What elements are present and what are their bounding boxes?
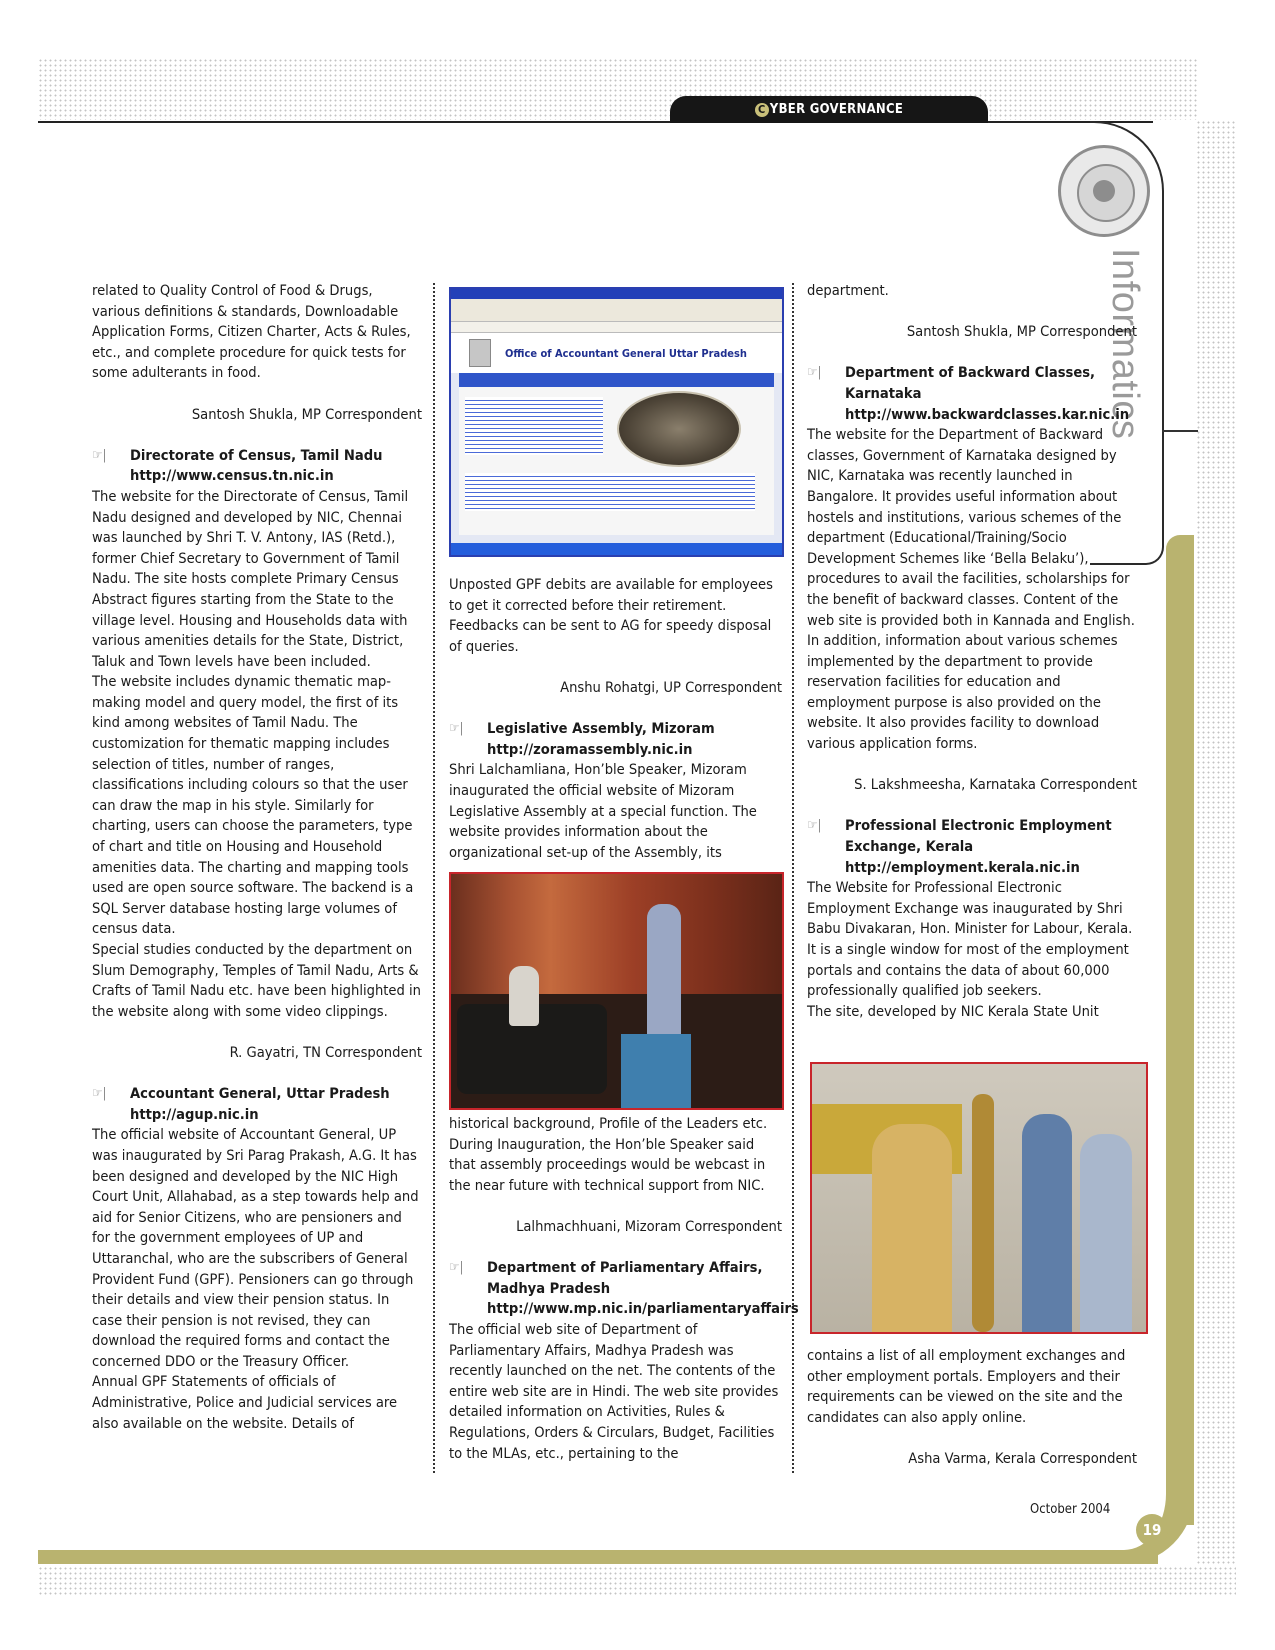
side-tick [1162,430,1198,432]
paragraph: The website for the Department of Backward classes, Government of Karnataka designed by NIC, Karnataka was recently launched in Bangalore. It provides useful information about hostels and institutions, various schemes of the department (Educational/Training/Socio Development Schemes like ‘Bella Belaku’), procedures to avail the facilities, scholarships for the benefit of backward classes. Content of the web site is provided both in Kannada and English. In addition, information about various schemes implemented by the department to provide reservation facilities for education and employment purpose is also provided on the website. It also provides facility to download various application forms. [807,426,1135,753]
paragraph: Annual GPF Statements of officials of Administrative, Police and Judicial services are also available on the website. Details of [92,1373,398,1432]
taskbar [451,543,782,555]
person-standing [647,904,681,1054]
heading-url[interactable]: http://zoramassembly.nic.in [487,740,693,758]
heading-title: Legislative Assembly, Mizoram [487,720,715,738]
article-heading [92,446,422,487]
emblem-globe-icon [1093,180,1115,202]
issue-date: October 2004 [1030,1502,1111,1517]
paragraph: contains a list of all employment exchanges and other employment portals. Employers and their requirements can be viewed on the site and the candidates can also apply online. [807,1347,1126,1426]
heading-title: Department of Parliamentary Affairs, [487,1259,763,1277]
section-initial: C [755,103,769,117]
bottom-dot-pattern [38,1566,1236,1596]
paragraph: historical background, Profile of the Leaders etc. During Inauguration, the Hon’ble Speaker said that assembly proceedings would be webcast in the near future with technical support from NIC. [449,1115,768,1194]
paragraph: Shri Lalchamliana, Hon’ble Speaker, Mizoram inaugurated the official website of Mizoram Legislative Assembly at a special function. The website provides information about the organizational set-up of the Assembly, its [449,761,757,861]
person-center [1022,1114,1072,1332]
article-heading [449,1258,799,1320]
heading-url[interactable]: http://www.mp.nic.in/parliamentaryaffairs [487,1300,799,1318]
olive-horizontal-bar [38,1550,1158,1564]
byline: Santosh Shukla, MP Correspondent [191,405,422,423]
paragraph: The Website for Professional Electronic Employment Exchange was inaugurated by Shri Babu Divakaran, Hon. Minister for Labour, Kerala. It is a single window for most of the employment portals and contains the data of about 60,000 professionally qualified job seekers. [807,879,1133,1000]
kerala-inauguration-photo [810,1062,1148,1334]
site-text-block [465,473,755,511]
paragraph: The site, developed by NIC Kerala State Unit [807,1002,1099,1020]
nic-emblem-icon [1058,145,1150,237]
site-header [451,333,782,373]
website-screenshot [449,287,784,557]
byline: S. Lakshmeesha, Karnataka Correspondent [854,776,1137,794]
page-number: 19 [1136,1514,1168,1546]
person-left [872,1124,952,1332]
article-heading [807,816,1137,878]
top-dot-pattern [38,58,1198,120]
heading-title: Department of Backward Classes, [845,364,1096,382]
site-body [459,387,774,535]
lamp [972,1094,994,1332]
pointing-hand-icon: ☞| [807,365,822,381]
section-tab [670,96,988,123]
column-3-lower [807,1346,1137,1470]
heading-title: Directorate of Census, Tamil Nadu [130,446,383,464]
site-nav [459,373,774,387]
heading-url[interactable]: http://www.backwardclasses.kar.nic.in [845,405,1130,423]
site-title: Office of Accountant General Uttar Pradesh [505,346,747,360]
paragraph: Unposted GPF debits are available for employees to get it corrected before their retirement. Feedbacks can be sent to AG for speedy disposal of queries. [449,576,773,655]
person-seated [509,966,539,1026]
pointing-hand-icon: ☞| [449,721,464,737]
right-dot-pattern [1196,120,1236,1570]
column-3-upper [807,281,1137,1022]
heading-title: Accountant General, Uttar Pradesh [130,1085,390,1103]
article-heading [449,719,782,760]
olive-vertical-bar [1166,535,1194,1525]
person-right [1080,1134,1132,1332]
site-text-block [465,397,603,455]
byline: Anshu Rohatgi, UP Correspondent [560,678,782,696]
podium [621,1034,691,1108]
browser-toolbar [451,299,782,322]
heading-url[interactable]: http://www.census.tn.nic.in [130,467,334,485]
byline: Santosh Shukla, MP Correspondent [906,323,1137,341]
pointing-hand-icon: ☞| [449,1260,464,1276]
article-heading [92,1084,422,1125]
pointing-hand-icon: ☞| [92,1086,107,1102]
article-heading [807,363,1137,425]
heading-title: Professional Electronic Employment [845,817,1112,835]
heading-title: Madhya Pradesh [487,1279,611,1297]
column-2-lower [449,1114,799,1464]
pointing-hand-icon: ☞| [92,447,107,463]
pointing-hand-icon: ☞| [807,818,822,834]
side-title: Informatics [1104,248,1146,440]
paragraph: department. [807,282,889,299]
column-1 [92,281,422,1434]
byline: Asha Varma, Kerala Correspondent [908,1449,1137,1467]
paragraph: Special studies conducted by the department on Slum Demography, Temples of Tamil Nadu, Arts & Crafts of Tamil Nadu etc. have been highlighted in the website along with some video clippings. [92,941,421,1020]
heading-title: Exchange, Kerala [845,838,974,856]
column-separator-1 [433,283,435,1473]
browser-titlebar [451,289,782,299]
byline: Lalhmachhuani, Mizoram Correspondent [516,1217,782,1235]
heading-title: Karnataka [845,384,922,402]
building-photo [617,391,741,467]
column-2-upper [449,575,782,863]
paragraph: The official website of Accountant General, UP was inaugurated by Sri Parag Prakash, A.G. It has been designed and developed by the NIC High Court Unit, Allahabad, as a step towards help and aid for Senior Citizens, who are pensioners and for the government employees of UP and Uttaranchal, who are the subscribers of General Provident Fund (GPF). Pensioners can go through their details and view their pension status. In case their pension is not revised, they can download the required forms and contact the concerned DDO or the Treasury Officer. [92,1126,419,1370]
heading-url[interactable]: http://agup.nic.in [130,1105,259,1123]
byline: R. Gayatri, TN Correspondent [229,1043,422,1061]
mizoram-inauguration-photo [449,872,784,1110]
paragraph: related to Quality Control of Food & Drugs, various definitions & standards, Downloadable Application Forms, Citizen Charter, Acts & Rules, etc., and complete procedure for quick tests for some adulterants in food. [92,282,411,382]
paragraph: The website includes dynamic thematic map-making model and query model, the first of its kind among websites of Tamil Nadu. The customization for thematic mapping includes selection of titles, number of ranges, classifications including colours so that the user can draw the map in his style. Similarly for charting, users can choose the parameters, type of chart and title on Housing and Household amenities data. The charting and mapping tools used are open source software. The backend is a SQL Server database hosting large volumes of census data. [92,673,414,938]
browser-addressbar [451,322,782,333]
paragraph: The website for the Directorate of Census, Tamil Nadu designed and developed by NIC, Chennai was launched by Shri T. V. Antony, IAS (Retd.), former Chief Secretary to Government of Tamil Nadu. The site hosts complete Primary Census Abstract figures starting from the State to the village level. Housing and Households data with various amenities details for the State, District, Taluk and Town levels have been included. [92,487,409,670]
section-title: YBER GOVERNANCE [769,102,904,117]
paragraph: The official web site of Department of Parliamentary Affairs, Madhya Pradesh was recently launched on the net. The contents of the entire web site are in Hindi. The web site provides detailed information on Activities, Rules & Regulations, Orders & Circulars, Budget, Facilities to the MLAs, etc., pertaining to the [449,1320,779,1462]
heading-url[interactable]: http://employment.kerala.nic.in [845,858,1080,876]
site-logo-icon [469,339,491,367]
